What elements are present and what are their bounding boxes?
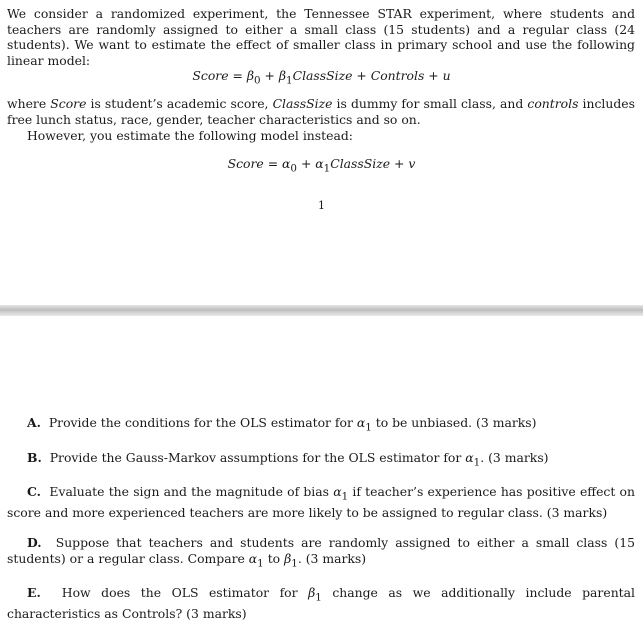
question-e: E. How does the OLS estimator for $\beta_1$ change as we additionally include parental characteristics as Controls? (3 marks) [7, 585, 635, 621]
page-number: 1 [318, 199, 325, 212]
question-c: C. Evaluate the sign and the magnitude of bias $\alpha_1$ if teacher’s experience has positive effect on score and more experienced teachers are more likely to be assigned to regular class. (3 marks) [7, 484, 635, 520]
question-d: D. Suppose that teachers and students are randomly assigned to either a small class (15 students) or a regular class. Compare $\alpha_1$ to $\beta_1$. (3 marks) [7, 535, 635, 569]
page-1 [0, 0, 643, 305]
where-paragraph: where Score is student’s academic score, ClassSize is dummy for small class, and controls includes free lunch status, race, gender, teacher characteristics and so on. [7, 96, 635, 127]
question-b: B. Provide the Gauss-Markov assumptions for the OLS estimator for $\alpha_1$. (3 marks) [27, 450, 549, 469]
equation-true-model: Score = $\beta_0$ + $\beta_1ClassSize$ + Controls + u [192, 68, 451, 87]
question-a: A. Provide the conditions for the OLS estimator for $\alpha_1$ to be unbiased. (3 marks) [27, 415, 537, 434]
page-2 [0, 316, 643, 625]
page-separator [0, 305, 643, 316]
equation-estimated-model: Score = $\alpha_0$ + $\alpha_1ClassSize + v$ [227, 156, 416, 175]
intro-paragraph: We consider a randomized experiment, the Tennessee STAR experiment, where students and teachers are randomly assigned to either a small class (15 students) and a regular class (24 students). We want to estimate the effect of smaller class in primary school and use the following linear model: [7, 6, 635, 68]
however-line: However, you estimate the following model instead: [27, 128, 353, 143]
